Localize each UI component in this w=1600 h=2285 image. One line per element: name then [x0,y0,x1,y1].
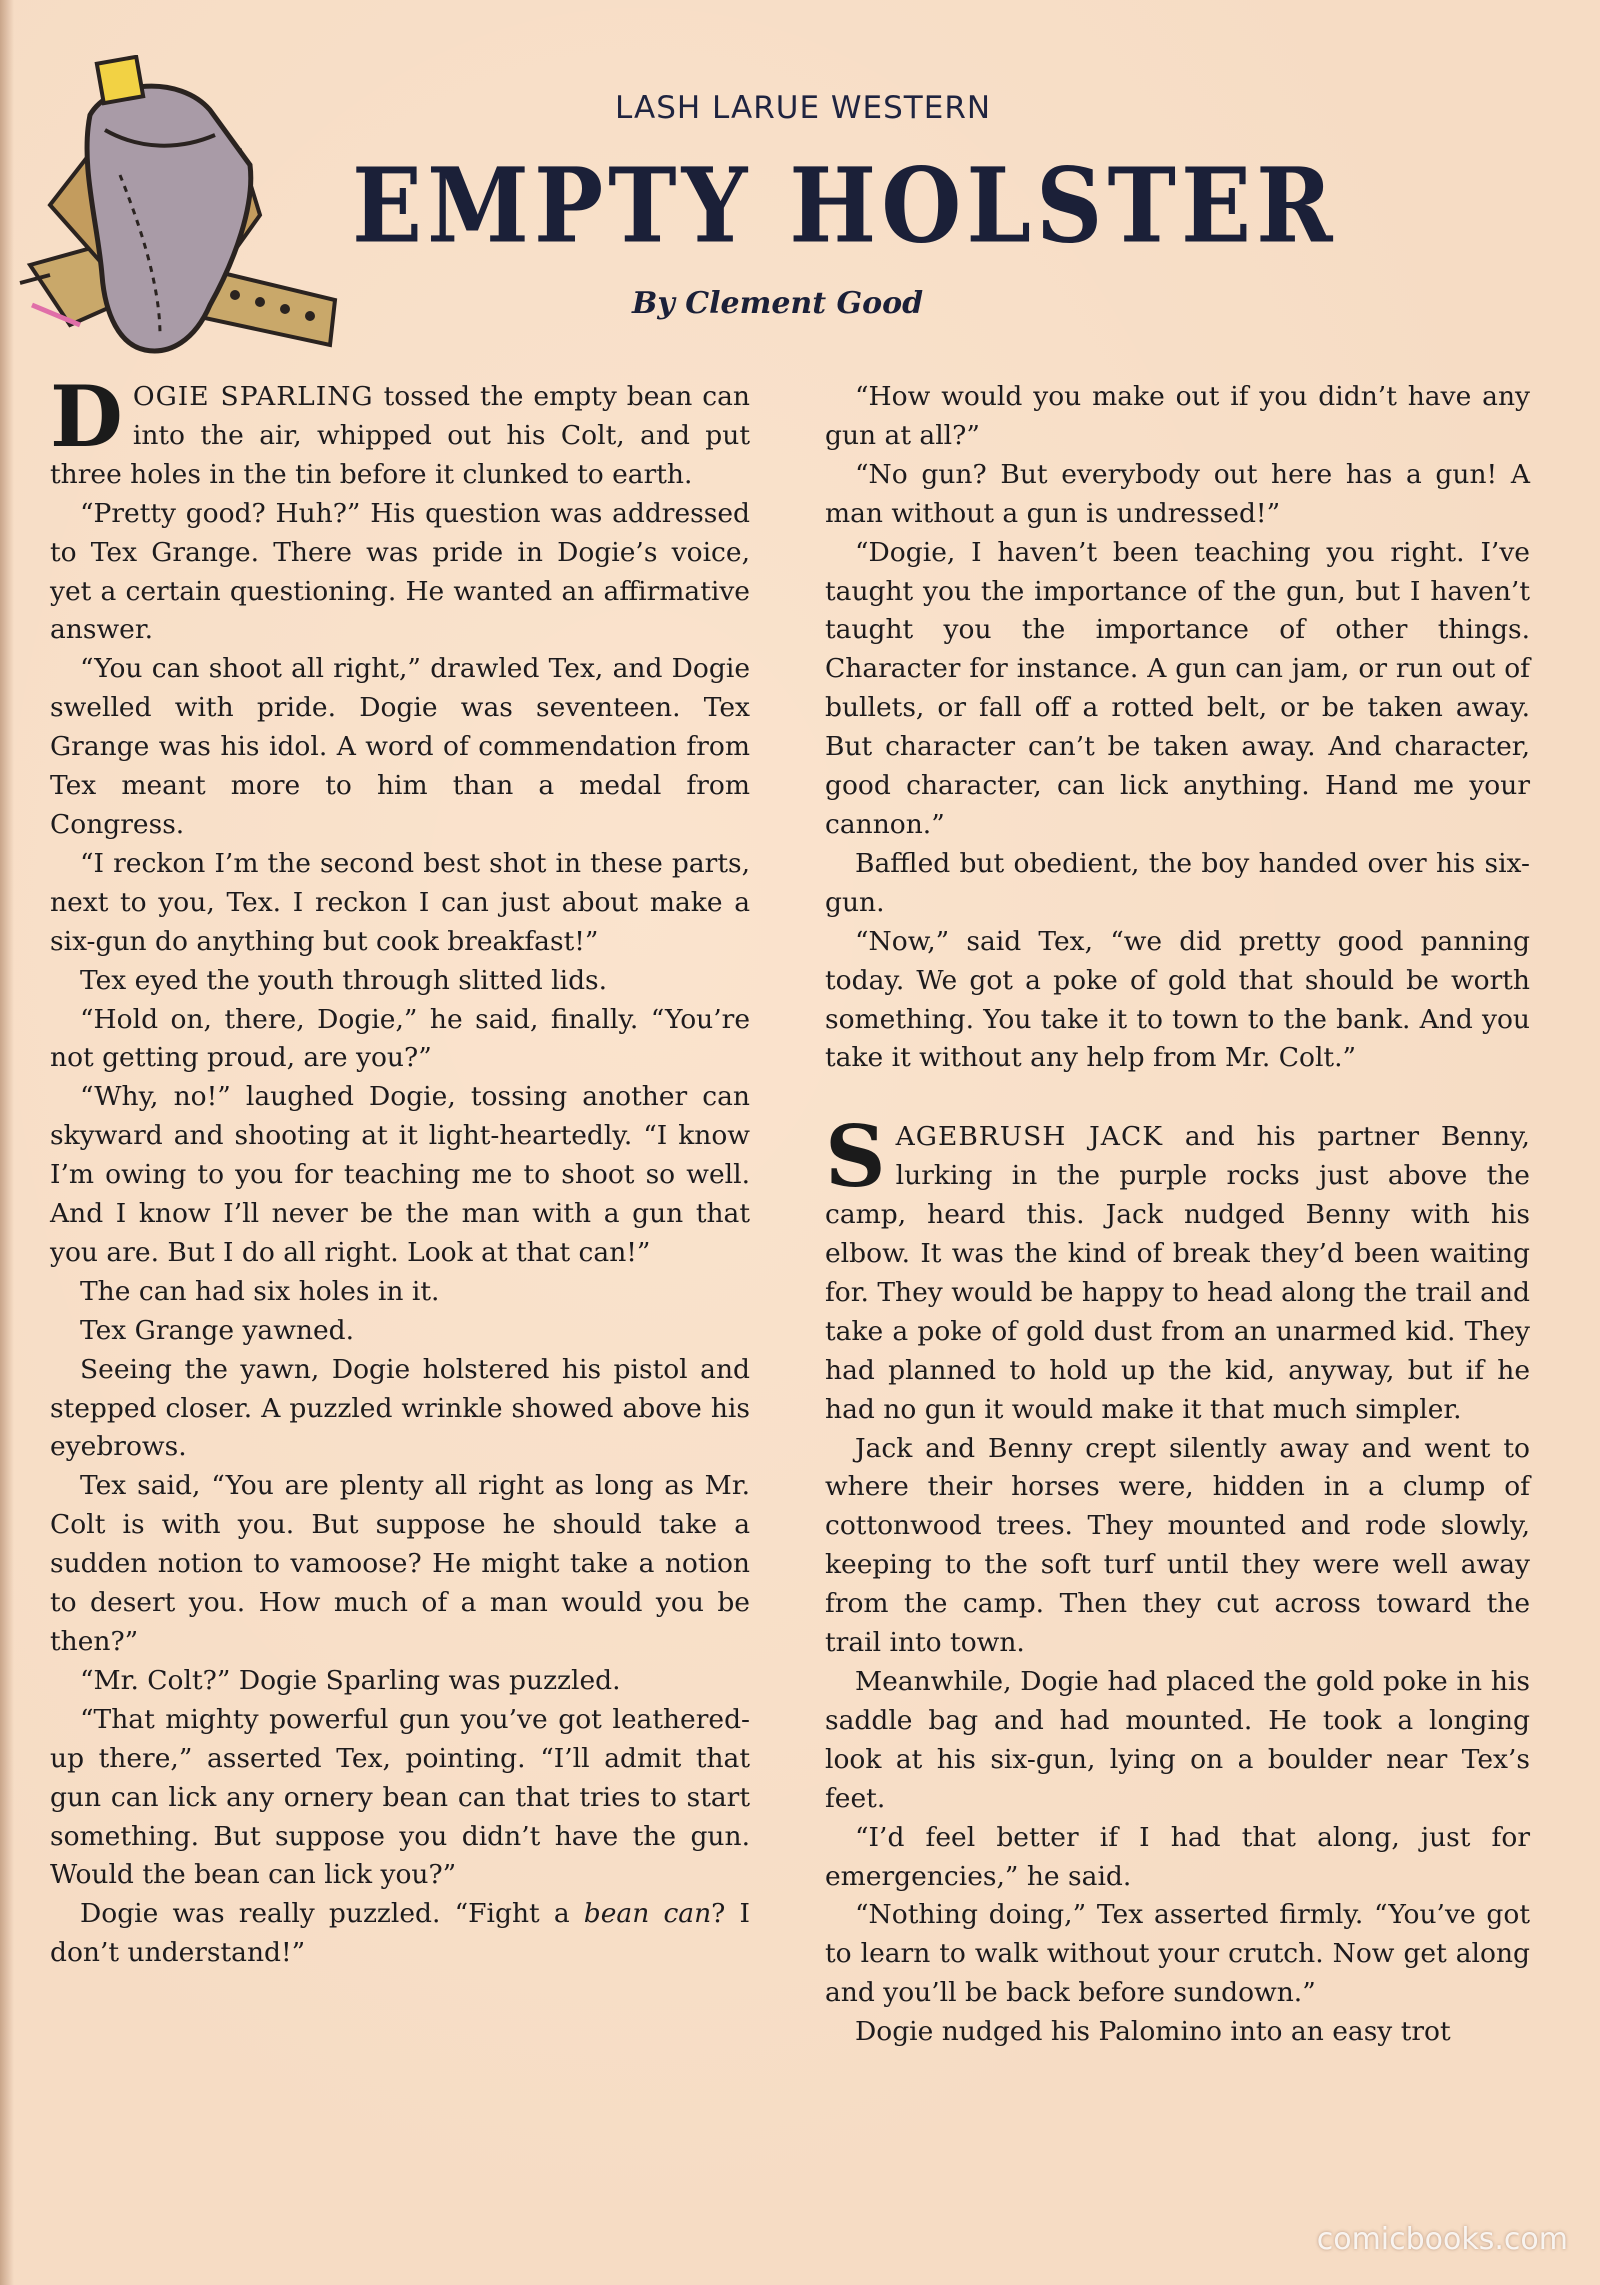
paragraph: “Dogie, I haven’t been teaching you right. I’ve taught you the importance of the gun, but I haven’t taught you the importance of other things. Character for instance. A gun can jam, or run out of bullets, or fall off a rotted belt, or be taken away. But character can’t be taken away. And character, good character, can lick anything. Hand me your cannon.” [825,536,1530,840]
right-column [825,378,1530,2052]
paragraph: Seeing the yawn, Dogie holstered his pistol and stepped closer. A puzzled wrinkle showed above his eyebrows. [50,1353,750,1463]
paragraph: “Why, no!” laughed Dogie, tossing another can skyward and shooting at it light-heartedly. “I know I’m owing to you for teaching me to shoot so well. And I know I’ll never be the man with a gun that you are. But I do all right. Look at that can!” [50,1081,750,1268]
paragraph-text: ? I don’t understand!” [50,1898,750,1969]
paragraph: “How would you make out if you didn’t have any gun at all?” [825,381,1530,451]
paragraph-text: and his partner Benny, lurking in the purple rocks just above the camp, heard this. Jack nudged Benny with his elbow. It was the kind of break they’d been waiting for. They would be happy to head along the trail and take a poke of gold dust from an unarmed kid. They had planned to hold up the kid, anyway, but if he had no gun it would make it that much simpler. [825,1121,1530,1425]
paragraph [825,1107,1530,1429]
paragraph: “I reckon I’m the second best shot in these parts, next to you, Tex. I reckon I can just about make a six-gun do anything but cook breakfast!” [50,847,750,957]
paragraph-text: Dogie was really puzzled. “Fight a [80,1898,584,1930]
paragraph: “You can shoot all right,” drawled Tex, and Dogie swelled with pride. Dogie was seventeen. Tex Grange was his idol. A word of commendation from Tex meant more to him than a medal from Congress. [50,653,750,840]
paragraph: The can had six holes in it. [80,1275,440,1307]
paragraph: “Nothing doing,” Tex asserted firmly. “You’ve got to learn to walk without your crutch. Now get along and you’ll be back before sundown.” [825,1899,1530,2009]
section-break [825,1078,1530,1118]
paragraph: Jack and Benny crept silently away and went to where their horses were, hidden in a clump of cottonwood trees. They mounted and rode slowly, keeping to the soft turf until they were well away from the camp. Then they cut across toward the trail into town. [825,1432,1530,1659]
paragraph [50,367,750,495]
paragraph: “Pretty good? Huh?” His question was addressed to Tex Grange. There was pride in Dogie’s voice, yet a certain questioning. He wanted an affirmative answer. [50,497,750,646]
paragraph: Baffled but obedient, the boy handed over his six-gun. [825,847,1530,918]
paragraph-text: tossed the empty bean can into the air, whipped out his Colt, and put three holes in the tin before it clunked to earth. [50,381,750,490]
paragraph: “No gun? But everybody out here has a gun! A man without a gun is undressed!” [825,458,1530,529]
series-header: LASH LARUE WESTERN [615,90,992,126]
paragraph [50,1895,750,1973]
left-column [50,367,750,1973]
story-title: EMPTY HOLSTER [352,145,1338,266]
paragraph: Tex eyed the youth through slitted lids. [80,964,608,996]
paragraph: “That mighty powerful gun you’ve got leathered-up there,” asserted Tex, pointing. “I’ll admit that gun can lick any ornery bean can that tries to start something. But suppose you didn’t have the gun. Would the bean can lick you?” [50,1703,750,1891]
drop-cap: D [50,367,123,466]
paragraph: “Mr. Colt?” Dogie Sparling was puzzled. [80,1664,621,1696]
emphasis-text: bean can [583,1898,712,1930]
paragraph: Tex said, “You are plenty all right as long as Mr. Colt is with you. But suppose he should take a sudden notion to vamoose? He might take a notion to desert you. How much of a man would you be then?” [50,1470,750,1657]
drop-cap: S [825,1107,886,1207]
paragraph: Tex Grange yawned. [80,1314,355,1346]
paragraph: Dogie nudged his Palomino into an easy trot [855,2016,1451,2048]
paragraph: “Now,” said Tex, “we did pretty good panning today. We got a poke of gold that should be worth something. You take it to town to the bank. And you take it without any help from Mr. Colt.” [825,925,1530,1074]
byline: By Clement Good [632,286,924,321]
paragraph: “Hold on, there, Dogie,” he said, finally. “You’re not getting proud, are you?” [50,1003,750,1074]
lead-in: AGEBRUSH JACK [895,1121,1164,1153]
paragraph: Meanwhile, Dogie had placed the gold poke in his saddle bag and had mounted. He took a longing look at his six-gun, lying on a boulder near Tex’s feet. [825,1666,1530,1814]
paragraph: “I’d feel better if I had that along, just for emergencies,” he said. [825,1821,1530,1892]
watermark: comicbooks.com [1316,2222,1568,2257]
lead-in: OGIE SPARLING [132,381,374,412]
holster-illustration [10,55,340,375]
